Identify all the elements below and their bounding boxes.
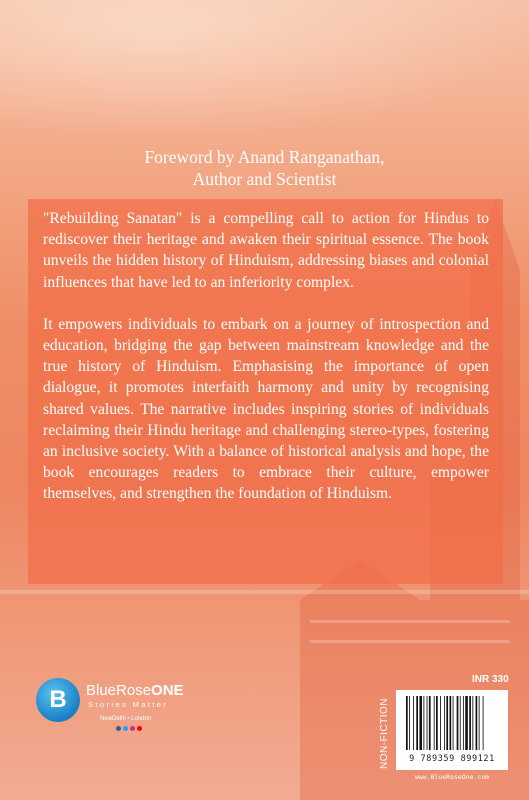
foreword-line-2: Author and Scientist: [192, 169, 337, 189]
foreword-line-1: Foreword by Anand Ranganathan,: [144, 147, 385, 167]
isbn-number: 9 789359 899121: [409, 754, 495, 764]
logo-emblem: [36, 678, 80, 722]
facebook-icon: [116, 726, 121, 731]
isbn-barcode: [396, 690, 508, 770]
publisher-cities: NewDelhi • London: [100, 716, 152, 722]
publisher-name-main: BlueRose: [86, 682, 152, 699]
youtube-icon: [137, 726, 142, 731]
genre-label: NON-FICTION: [379, 697, 391, 769]
publisher-tagline: Stories Matter: [88, 700, 169, 709]
genre-label-container: [375, 688, 395, 778]
publisher-logo: [36, 678, 186, 738]
barcode-bars: [400, 694, 504, 752]
publisher-name-accent: ONE: [151, 682, 184, 699]
publisher-name: [86, 682, 184, 699]
twitter-icon: [123, 726, 128, 731]
instagram-icon: [130, 726, 135, 731]
foreword-credit: [0, 146, 529, 190]
blurb-paragraph-1: "Rebuilding Sanatan" is a compelling call to action for Hindus to rediscover their heritage and awaken their spiritual essence. The book unveils the hidden history of Hinduism, addressing biases and colonial influences that have led to an inferiority complex.: [43, 210, 489, 291]
logo-letter: B: [49, 686, 67, 713]
social-icons: [116, 726, 142, 731]
price-label: INR 330: [472, 674, 509, 685]
blurb-paragraph-2: It empowers individuals to embark on a journey of introspection and education, bridging the gap between mainstream knowledge and the true history of Hinduism. Emphasising the importance of open dialogue, it promotes interfaith harmony and unity by recognising shared values. The narrative includes inspiring stories of individuals reclaiming their Hindu heritage and challenging stereo-types, fostering an inclusive society. With a balance of historical analysis and hope, the book encourages readers to embrace their culture, empower themselves, and strengthen the foundation of Hinduism.: [43, 315, 489, 503]
publisher-website: www.BlueRoseOne.com: [414, 773, 490, 781]
back-cover-blurb: [43, 208, 489, 526]
